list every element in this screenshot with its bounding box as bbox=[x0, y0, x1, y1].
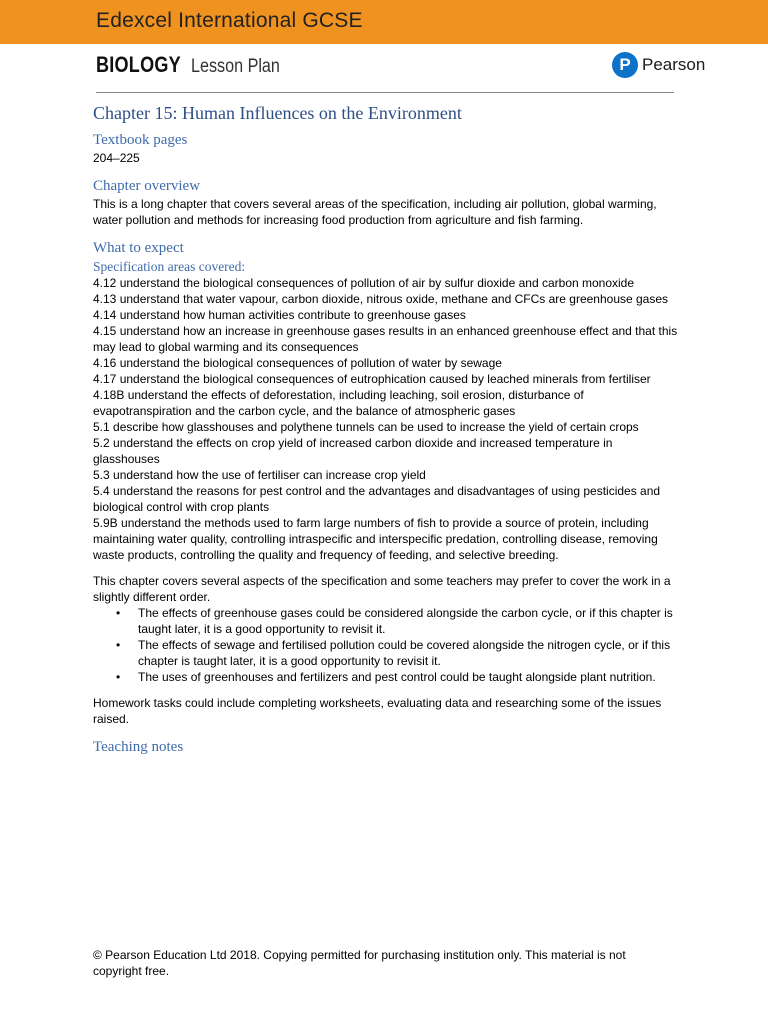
spec-subheading: Specification areas covered: bbox=[93, 259, 246, 274]
overview-heading: Chapter overview bbox=[93, 178, 201, 194]
subject-name: BIOLOGY bbox=[96, 52, 181, 77]
pearson-logo bbox=[612, 52, 705, 78]
textbook-pages: 204–225 bbox=[93, 151, 140, 165]
bullet-icon: • bbox=[116, 670, 121, 684]
bullet-item bbox=[93, 637, 678, 669]
bullet-text: The uses of greenhouses and fertilizers and pest control could be taught alongside plant nutrition. bbox=[138, 670, 656, 684]
bullet-item bbox=[93, 669, 678, 685]
chapter-title: Chapter 15: Human Influences on the Environment bbox=[93, 103, 462, 123]
spec-item: 5.2 understand the effects on crop yield of increased carbon dioxide and increased temperature in glasshouses bbox=[93, 436, 613, 466]
spec-item: 5.9B understand the methods used to farm large numbers of fish to provide a source of protein, including maintaining water quality, controlling intraspecific and interspecific predation, controlling disease, removing waste products, controlling the quality and frequency of feeding, and selective breeding. bbox=[93, 516, 658, 562]
bullet-icon: • bbox=[116, 606, 121, 620]
expect-heading: What to expect bbox=[93, 240, 184, 256]
top-banner bbox=[0, 0, 768, 44]
subject-heading bbox=[96, 52, 295, 82]
copyright-footer: © Pearson Education Ltd 2018. Copying permitted for purchasing institution only. This material is not copyright free. bbox=[93, 948, 626, 978]
spec-item: 5.3 understand how the use of fertiliser can increase crop yield bbox=[93, 468, 426, 482]
bullet-item bbox=[93, 605, 678, 637]
pearson-wordmark: Pearson bbox=[642, 55, 706, 74]
textbook-heading: Textbook pages bbox=[93, 132, 188, 148]
order-note: This chapter covers several aspects of the specification and some teachers may prefer to cover the work in a slightly different order. bbox=[93, 574, 671, 604]
spec-item: 5.4 understand the reasons for pest control and the advantages and disadvantages of using pesticides and biological control with crop plants bbox=[93, 484, 661, 514]
lesson-plan-label: Lesson Plan bbox=[190, 56, 280, 77]
spec-item: 5.1 describe how glasshouses and polythene tunnels can be used to increase the yield of certain crops bbox=[93, 420, 639, 434]
spec-item: 4.18B understand the effects of deforestation, including leaching, soil erosion, disturbance of evapotranspiration and the carbon cycle, and the balance of atmospheric gases bbox=[93, 388, 584, 418]
bullet-text: The effects of greenhouse gases could be considered alongside the carbon cycle, or if this chapter is taught later, it is a good opportunity to revisit it. bbox=[138, 606, 673, 636]
spec-item: 4.15 understand how an increase in greenhouse gases results in an enhanced greenhouse effect and that this may lead to global warming and its consequences bbox=[93, 324, 678, 354]
spec-item: 4.17 understand the biological consequences of eutrophication caused by leached minerals from fertiliser bbox=[93, 372, 651, 386]
pearson-logo-icon: P bbox=[612, 52, 638, 78]
bullet-text: The effects of sewage and fertilised pollution could be covered alongside the nitrogen cycle, or if this chapter is taught later, it is a good opportunity to revisit it. bbox=[138, 638, 671, 668]
overview-text: This is a long chapter that covers several areas of the specification, including air pollution, global warming, water pollution and methods for increasing food production from agriculture and fish farming. bbox=[93, 197, 657, 227]
teaching-notes-heading: Teaching notes bbox=[93, 739, 184, 755]
document-body bbox=[93, 100, 678, 757]
spec-item: 4.16 understand the biological consequences of pollution of water by sewage bbox=[93, 356, 502, 370]
header-divider bbox=[96, 92, 674, 93]
banner-title: Edexcel International GCSE bbox=[96, 9, 363, 32]
spec-list bbox=[93, 275, 678, 563]
spec-item: 4.13 understand that water vapour, carbon dioxide, nitrous oxide, methane and CFCs are greenhouse gases bbox=[93, 292, 669, 306]
order-bullets bbox=[93, 605, 678, 685]
bullet-icon: • bbox=[116, 638, 121, 652]
homework-text: Homework tasks could include completing worksheets, evaluating data and researching some of the issues raised. bbox=[93, 696, 662, 726]
spec-item: 4.14 understand how human activities contribute to greenhouse gases bbox=[93, 308, 466, 322]
spec-item: 4.12 understand the biological consequences of pollution of air by sulfur dioxide and carbon monoxide bbox=[93, 276, 635, 290]
